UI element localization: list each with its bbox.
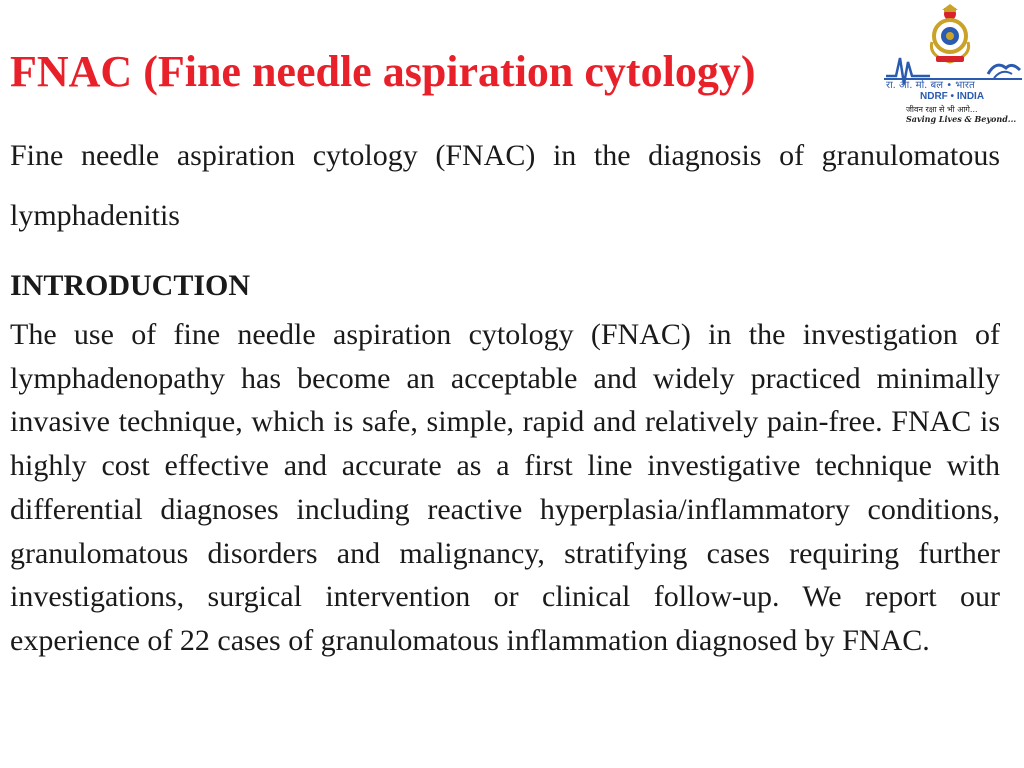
ndrf-logo [884,2,1022,126]
logo-motto: Saving Lives & Beyond... [906,114,1017,124]
introduction-heading: INTRODUCTION [10,269,251,302]
slide-title: FNAC (Fine needle aspiration cytology) [10,47,756,96]
emblem-crest [931,4,968,62]
logo-hindi-motto: जीवन रक्षा से भी आगे... [906,105,978,114]
introduction-body: The use of fine needle aspiration cytology (FNAC) in the investigation of lymphadenopathy has become an acceptable and widely practiced minimally invasive technique, which is safe, simple, rapid and relatively pain-free. FNAC is highly cost effective and accurate as a first line investigative technique with differential diagnoses including reactive hyperplasia/inflammatory conditions, granulomatous disorders and malignancy, stratifying cases requiring further investigations, surgical intervention or clinical follow-up. We report our experience of 22 cases of granulomatous inflammation diagnosed by FNAC. [10,318,1000,657]
logo-org: NDRF • INDIA [920,91,985,102]
logo-hindi-line: रा. आ. मो. बल • भारत [886,80,975,91]
slide-subtitle: Fine needle aspiration cytology (FNAC) in the diagnosis of granulomatous lymphadenitis [10,139,1000,232]
